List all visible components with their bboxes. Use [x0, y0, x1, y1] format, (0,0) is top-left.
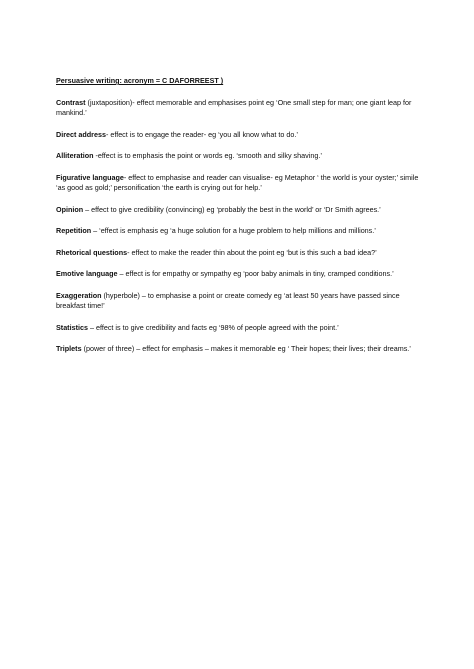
entry-text: - effect is to engage the reader- eg ‘you all know what to do.’: [105, 129, 298, 139]
entry-exaggeration: [56, 291, 426, 312]
entry-triplets: [56, 344, 426, 355]
entry-text: – ‘effect is emphasis eg ‘a huge solution for a huge problem to help millions and millions.’: [91, 226, 376, 235]
entry-repetition: [56, 226, 426, 237]
entry-term: Contrast: [56, 97, 86, 107]
entry-statistics: [56, 323, 426, 334]
entry-text: (juxtaposition)- effect memorable and emphasises point eg ‘One small step for man; one giant leap for mankind.’: [56, 97, 412, 117]
document-heading: Persuasive writing: acronym = C DAFORREEST ): [56, 76, 224, 85]
entry-text: - effect to emphasise and reader can visualise- eg Metaphor ‘ the world is your oyster;’ simile ‘as good as gold;’ personification ‘the earth is crying out for help.’: [56, 172, 419, 192]
entry-term: Triplets: [56, 344, 82, 353]
entry-opinion: [56, 205, 426, 216]
entry-term: Statistics: [56, 322, 88, 332]
entry-term: Exaggeration: [56, 290, 102, 300]
entry-term: Opinion: [56, 204, 84, 214]
entry-text: (power of three) – effect for emphasis – makes it memorable eg ‘ Their hopes; their lives; their dreams.’: [81, 344, 411, 353]
entry-term: Emotive language: [56, 269, 118, 278]
entry-text: - effect to make the reader thin about the point eg ‘but is this such a bad idea?’: [127, 247, 377, 257]
document-body: [56, 76, 426, 366]
entry-term: Figurative language: [56, 172, 124, 182]
entry-alliteration: [56, 151, 426, 162]
entry-text: – effect is to give credibility and facts eg ‘98% of people agreed with the point.’: [87, 322, 339, 332]
entry-text: (hyperbole) – to emphasise a point or create comedy eg ‘at least 50 years have passed since breakfast time!’: [56, 290, 400, 310]
entry-text: – effect to give credibility (convincing) eg ‘probably the best in the world’ or ‘Dr Smith agrees.’: [83, 204, 381, 214]
entry-figurative-language: [56, 173, 426, 194]
entry-text: – effect is for empathy or sympathy eg ‘poor baby animals in tiny, cramped conditions.’: [117, 269, 394, 278]
entry-term: Alliteration: [56, 151, 94, 160]
entry-text: -effect is to emphasis the point or words eg. ‘smooth and silky shaving.’: [93, 151, 322, 160]
entry-rhetorical-questions: [56, 248, 426, 259]
entry-contrast: [56, 98, 426, 119]
entry-term: Repetition: [56, 226, 92, 235]
entry-emotive-language: [56, 269, 426, 280]
entry-term: Direct address: [56, 129, 106, 139]
entry-direct-address: [56, 130, 426, 141]
entry-term: Rhetorical questions: [56, 247, 128, 257]
